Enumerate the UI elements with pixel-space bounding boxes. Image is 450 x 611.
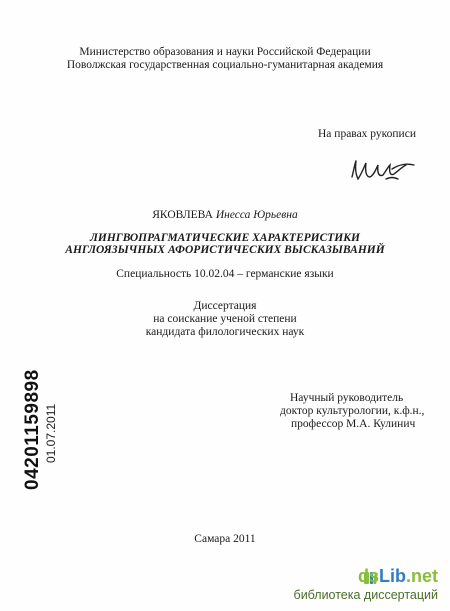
signature-image (346, 155, 418, 187)
watermark-brand[interactable] (358, 566, 438, 587)
stamp-number: 04201159898 (22, 369, 43, 490)
dissertation-line-3: кандидата филологических наук (145, 326, 305, 338)
watermark-subtitle: библиотека диссертаций (293, 588, 438, 602)
author-name: Инесса Юрьевна (215, 209, 298, 221)
dissertation-line-2: на соискание ученой степени (153, 313, 297, 325)
dissertation-line-1: Диссертация (193, 300, 257, 312)
supervisor-line-3: профессор М.А. Кулинич (291, 418, 416, 430)
rights-label: На правах рукописи (318, 128, 416, 140)
author-surname: ЯКОВЛЕВА (152, 209, 213, 221)
title-line-1: ЛИНГВОПРАГМАТИЧЕСКИЕ ХАРАКТЕРИСТИКИ (90, 232, 360, 244)
place-year: Самара 2011 (194, 533, 256, 545)
title-line-2: АНГЛОЯЗЫЧНЫХ АФОРИСТИЧЕСКИХ ВЫСКАЗЫВАНИЙ (65, 244, 385, 256)
watermark-brand-ds: ds (357, 566, 379, 586)
watermark-brand-net: .net (405, 566, 438, 586)
supervisor-line-1: Научный руководитель (290, 392, 404, 404)
ministry-line: Министерство образования и науки Российской Федерации (79, 46, 371, 58)
watermark-brand-lib: Lib (378, 566, 406, 586)
specialty-line: Специальность 10.02.04 – германские языки (116, 268, 334, 280)
author-line (0, 209, 450, 222)
stamp-date: 01.07.2011 (44, 403, 58, 463)
academy-line: Поволжская государственная социально-гуманитарная академия (66, 59, 384, 71)
supervisor-line-2: доктор культурологии, к.ф.н., (280, 405, 425, 417)
